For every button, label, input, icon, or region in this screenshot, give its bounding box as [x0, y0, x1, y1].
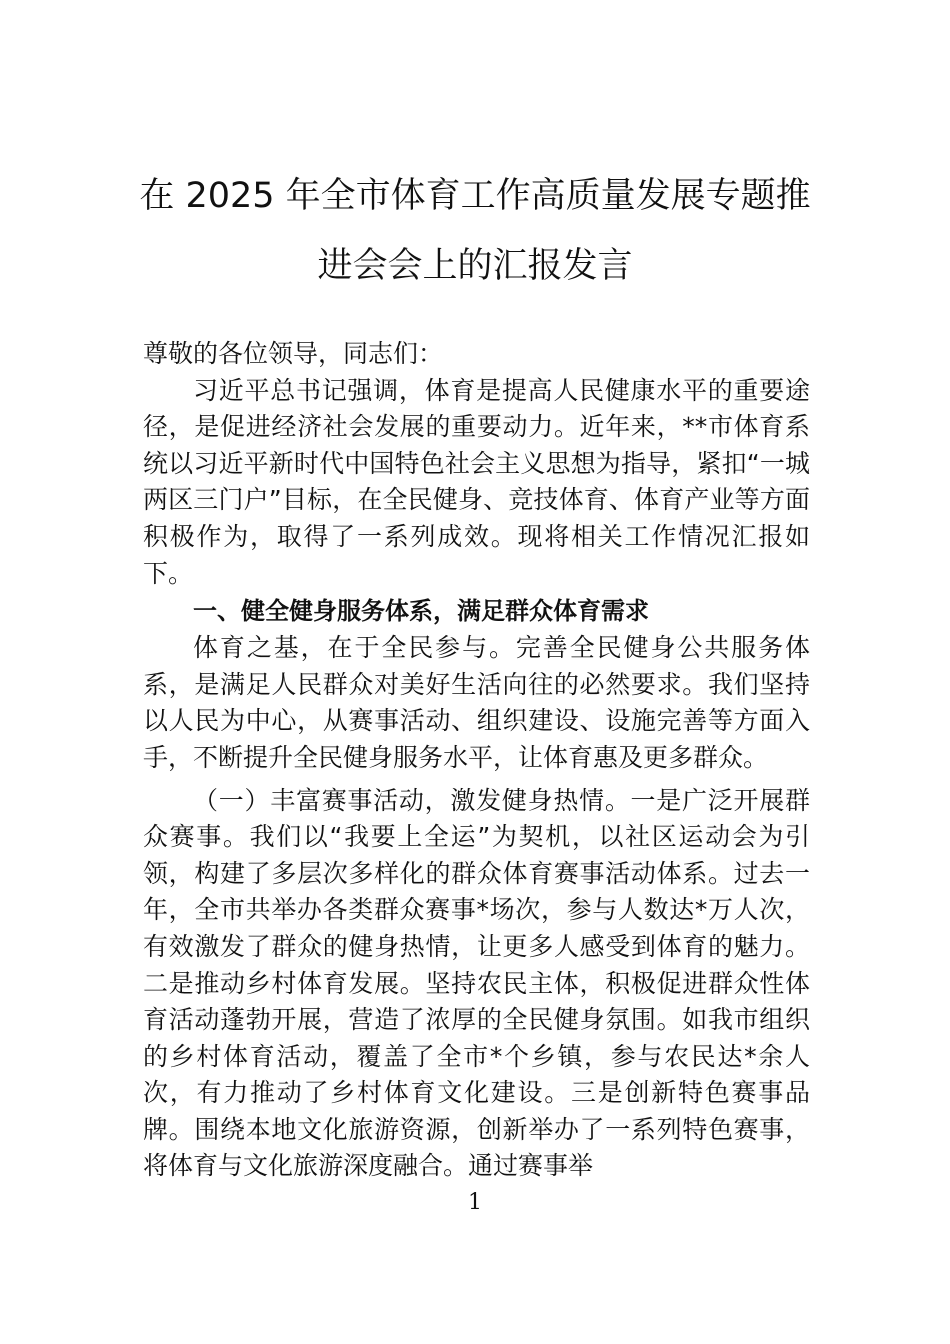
page-number: 1: [468, 1190, 482, 1215]
section-1-paragraph: 体育之基，在于全民参与。完善全民健身公共服务体系，是满足人民群众对美好生活向往的必然要求。我们坚持以人民为中心，从赛事活动、组织建设、设施完善等方面入手，不断提升全民健身服务水平，让体育惠及更多群众。: [143, 633, 810, 772]
subsection-1-paragraph: （一）丰富赛事活动，激发健身热情。一是广泛开展群众赛事。我们以“我要上全运”为契机，以社区运动会为引领，构建了多层次多样化的群众体育赛事活动体系。过去一年，全市共举办各类群众赛事*场次，参与人数达*万人次，有效激发了群众的健身热情，让更多人感受到体育的魅力。二是推动乡村体育发展。坚持农民主体，积极促进群众性体育活动蓬勃开展，营造了浓厚的全民健身氛围。如我市组织的乡村体育活动，覆盖了全市*个乡镇，参与农民达*余人次，有力推动了乡村体育文化建设。三是创新特色赛事品牌。围绕本地文化旅游资源，创新举办了一系列特色赛事，将体育与文化旅游深度融合。通过赛事举: [143, 785, 810, 1181]
document-title-line-1: 在 2025 年全市体育工作高质量发展专题推: [139, 176, 811, 216]
salutation: 尊敬的各位领导，同志们：: [143, 339, 444, 368]
document-body: [143, 336, 810, 1185]
document-title-line-2: 进会会上的汇报发言: [317, 246, 633, 286]
section-heading-1: 一、健全健身服务体系，满足群众体育需求: [193, 597, 649, 626]
intro-paragraph: 习近平总书记强调，体育是提高人民健康水平的重要途径，是促进经济社会发展的重要动力。近年来，**市体育系统以习近平新时代中国特色社会主义思想为指导，紧扣“一城两区三门户”目标，在全民健身、竞技体育、体育产业等方面积极作为，取得了一系列成效。现将相关工作情况汇报如下。: [143, 375, 810, 588]
